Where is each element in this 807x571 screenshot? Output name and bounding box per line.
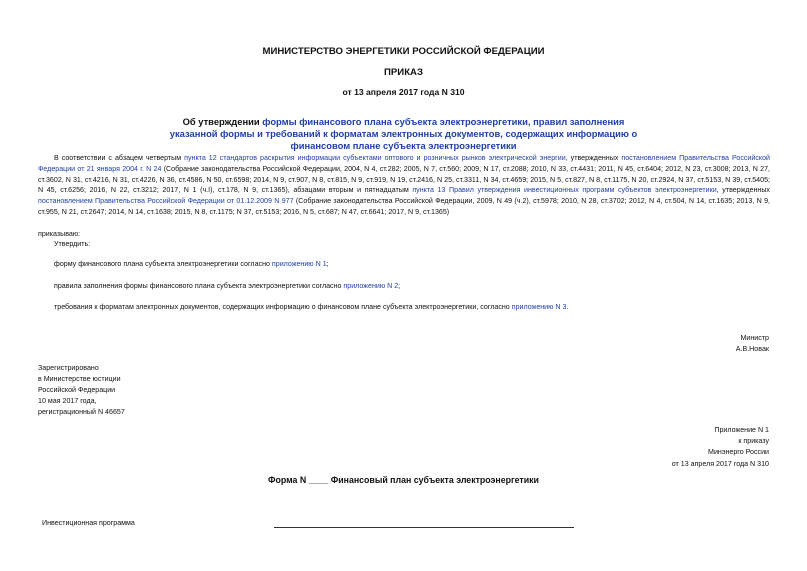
- preamble-text-4: , утвержденных: [716, 186, 770, 195]
- item-1-end: ;: [326, 260, 329, 268]
- preamble-text-2: , утвержденных: [565, 154, 622, 162]
- item-3-text: требования к форматам электронных документов, содержащих информацию о финансовом плане субъекта электроэнергетики, согласно: [54, 303, 512, 311]
- link-point-13-rules[interactable]: пункта 13 Правил утверждения инвестиционных программ субъектов электроэнергетики: [412, 186, 717, 195]
- preamble-text-5: (Собрание законодательства Российской Федерации, 2009, N 49 (ч.2), ст.5978; 2010, N 28, ст.3702; 2012, N 4, ст.504, N 14, ст.1635; 2013, N 9, ст.955, N 21, ст.2647; 2014, N 14, ст.1638; 2015, N 8, ст.1175; N 37, ст.5153; 2016, N 5, ст.687; N 47, ст.6641; 2017, N 9, ст.1365): [38, 197, 770, 216]
- investment-program-label: Инвестиционная программа: [42, 519, 135, 527]
- appendix-line: Минэнерго России: [708, 448, 769, 457]
- item-1-text: форму финансового плана субъекта электроэнергетики согласно: [54, 260, 272, 268]
- link-appendix-2[interactable]: приложению N 2: [343, 282, 399, 290]
- registration-line: регистрационный N 46657: [38, 408, 125, 416]
- registration-line: в Министерстве юстиции: [38, 375, 121, 383]
- preamble-paragraph: [38, 153, 770, 218]
- investment-program-field-line: [274, 527, 574, 528]
- item-2-end: ;: [398, 282, 401, 290]
- item-2-text: правила заполнения формы финансового плана субъекта электроэнергетики согласно: [54, 282, 344, 290]
- appendix-block: [672, 425, 769, 470]
- signature-name: А.В.Новак: [735, 345, 769, 354]
- item-1: [54, 259, 329, 269]
- item-3-end: .: [566, 303, 569, 311]
- title-link[interactable]: формы финансового плана субъекта электроэнергетики, правил заполнения указанной формы и требований к форматам электронных документов, содержащих информацию о финансовом плане субъекта электроэнергетики: [169, 116, 638, 151]
- registration-line: Российской Федерации: [38, 386, 116, 394]
- link-appendix-3[interactable]: приложению N 3: [511, 303, 567, 311]
- title-prefix: Об утверждении: [182, 116, 263, 127]
- appendix-line: к приказу: [738, 437, 769, 446]
- orders-label: приказываю:: [38, 230, 81, 238]
- approve-label: Утвердить:: [54, 240, 91, 248]
- document-title: [160, 116, 647, 152]
- preamble-text-3: (Собрание законодательства Российской Федерации, 2004, N 4, ст.282; 2005, N 7, ст.560; 2009, N 17, ст.2088; 2010, N 33, ст.4431; 2011, N 45, ст.6404; 2012, N 23, ст.3008; 2013, N 27, ст.3602, N 31, ст.4216, N 31, ст.4226, N 36, ст.4586, N 50, ст.6598; 2014, N 9, ст.907, N 8, ст.815, N 9, ст.919, N 19, ст.2416, N 25, ст.3311, N 34, ст.4659; 2015, N 5, ст.827, N 8, ст.1175, N 20, ст.2924, N 37, ст.5153, N 39, ст.5405; N 45, ст.6256; 2016, N 22, ст.3212; 2017, N 1 (ч.I), ст.178, N 9, ст.1365), абзацами вторым и пятнадцатым: [38, 164, 770, 195]
- link-appendix-1[interactable]: приложению N 1: [271, 260, 327, 268]
- ministry-heading: МИНИСТЕРСТВО ЭНЕРГЕТИКИ РОССИЙСКОЙ ФЕДЕРАЦИИ: [262, 46, 545, 57]
- appendix-line: от 13 апреля 2017 года N 310: [671, 459, 769, 468]
- preamble-text-1: В соответствии с абзацем четвертым: [54, 154, 185, 162]
- registration-line: 10 мая 2017 года,: [38, 397, 97, 405]
- link-resolution-977[interactable]: постановлением Правительства Российской Федерации от 01.12.2009 N 977: [38, 197, 294, 206]
- form-title: Форма N ____ Финансовый план субъекта электроэнергетики: [268, 475, 539, 485]
- item-2: [54, 281, 400, 291]
- link-point-12-standards[interactable]: пункта 12 стандартов раскрытия информации субъектами оптового и розничных рынков электрической энергии: [184, 154, 566, 162]
- doc-type-heading: ПРИКАЗ: [384, 67, 423, 78]
- appendix-line: Приложение N 1: [714, 426, 769, 434]
- link-resolution-24[interactable]: постановлением Правительства Российской Федерации от 21 января 2004 г. N 24: [38, 154, 770, 173]
- order-date-number: от 13 апреля 2017 года N 310: [342, 87, 465, 97]
- registration-line: Зарегистрировано: [38, 364, 99, 372]
- registration-block: [38, 363, 125, 418]
- item-3: [54, 302, 568, 312]
- signature-block: [736, 333, 769, 355]
- signature-position: Министр: [740, 334, 769, 342]
